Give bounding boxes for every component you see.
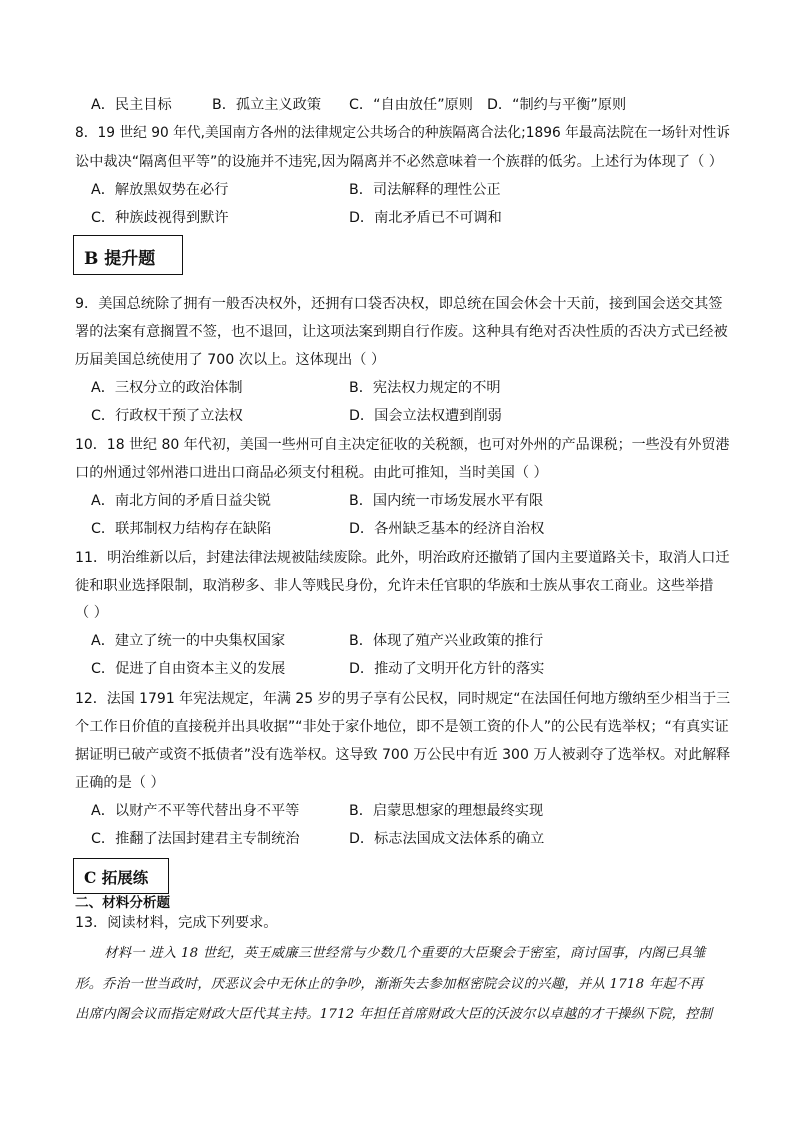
q11-option-d: D．推动了文明开化方针的落实 [349,661,545,677]
section-c-label: C 拓展练 [84,868,149,887]
section-b-label: B 提升题 [84,249,156,269]
q8-option-c: C．种族歧视得到默许 [91,210,229,226]
q9-option-a: A．三权分立的政治体制 [91,380,243,396]
q9-option-d: D．国会立法权遭到削弱 [349,408,502,424]
q9-stem-line-3: 历届美国总统使用了 700 次以上。这体现出（ ） [75,352,386,368]
q13-material-line-2: 形。乔治一世当政时，厌恶议会中无休止的争吵，渐渐失去参加枢密院会议的兴趣，并从 1718 年起不再 [75,977,704,992]
q11-stem-line-1: 11．明治维新以后，封建法律法规被陆续废除。此外，明治政府还撤销了国内主要道路关卡，取消人口迁 [75,550,730,566]
q12-option-a: A．以财产不平等代替出身不平等 [91,803,300,819]
q7-option-c: C．“自由放任”原则 [349,97,473,113]
q13-material-line-1: 材料一 进入 18 世纪，英王威廉三世经常与少数几个重要的大臣聚会于密室，商讨国事，内阁已具雏 [104,946,706,961]
part2-title: 二、材料分析题 [75,895,171,911]
q8-stem-line-1: 8．19 世纪 90 年代,美国南方各州的法律规定公共场合的种族隔离合法化;1896 年最高法院在一场针对性诉 [75,125,731,141]
q7-option-b: B．孤立主义政策 [212,97,322,113]
q10-option-d: D．各州缺乏基本的经济自治权 [349,521,545,537]
q9-stem-line-2: 署的法案有意搁置不签，也不退回，让这项法案到期自行作废。这种具有绝对否决性质的否决方式已经被 [75,324,728,340]
section-c-heading [73,858,169,894]
q10-option-a: A．南北方间的矛盾日益尖锐 [91,493,271,509]
q8-option-d: D．南北矛盾已不可调和 [349,210,502,226]
q12-stem-line-2: 个工作日价值的直接税并出具收据”“非处于家仆地位，即不是领工资的仆人”的公民有选举权；“有真实证 [75,719,729,735]
q12-option-d: D．标志法国成文法体系的确立 [349,831,545,847]
q12-option-b: B．启蒙思想家的理想最终实现 [349,803,544,819]
q10-stem-line-1: 10．18 世纪 80 年代初，美国一些州可自主决定征收的关税额，也可对外州的产品课税；一些没有外贸港 [75,437,730,453]
q12-option-c: C．推翻了法国封建君主专制统治 [91,831,300,847]
q11-option-a: A．建立了统一的中央集权国家 [91,633,286,649]
q8-stem-line-2: 讼中裁决“隔离但平等”的设施并不违宪,因为隔离并不必然意味着一个族群的低劣。上述行为体现了（ ） [75,154,723,170]
q7-option-a: A．民主目标 [91,97,172,113]
q11-option-b: B．体现了殖产兴业政策的推行 [349,633,544,649]
q11-stem-line-2: 徙和职业选择限制，取消秽多、非人等贱民身份，允许未任官职的华族和士族从事农工商业。这些举措 [75,578,714,594]
q13-material-line-3: 出席内阁会议而指定财政大臣代其主持。1712 年担任首席财政大臣的沃波尔以卓越的才干操纵下院，控制 [75,1007,713,1022]
q10-option-b: B．国内统一市场发展水平有限 [349,493,544,509]
q11-option-c: C．促进了自由资本主义的发展 [91,661,286,677]
q9-option-c: C．行政权干预了立法权 [91,408,243,424]
q12-stem-line-1: 12．法国 1791 年宪法规定，年满 25 岁的男子享有公民权，同时规定“在法国任何地方缴纳至少相当于三 [75,691,731,707]
q9-option-b: B．宪法权力规定的不明 [349,380,501,396]
q11-stem-line-3: （ ） [75,605,108,621]
q10-stem-line-2: 口的州通过邻州港口进出口商品必须支付租税。由此可推知，当时美国（ ） [75,465,548,481]
q9-stem-line-1: 9．美国总统除了拥有一般否决权外，还拥有口袋否决权，即总统在国会休会十天前，接到国会送交其签 [75,296,723,312]
q12-stem-line-4: 正确的是（ ） [75,775,165,791]
q12-stem-line-3: 据证明已破产或资不抵债者”没有选举权。这导致 700 万公民中有近 300 万人被剥夺了选举权。对此解释 [75,747,731,763]
q10-option-c: C．联邦制权力结构存在缺陷 [91,521,272,537]
q7-option-d: D．“制约与平衡”原则 [487,97,627,113]
q8-option-b: B．司法解释的理性公正 [349,182,501,198]
q8-option-a: A．解放黑奴势在必行 [91,182,229,198]
q13-intro: 13．阅读材料，完成下列要求。 [75,915,278,931]
section-b-heading [73,235,183,275]
